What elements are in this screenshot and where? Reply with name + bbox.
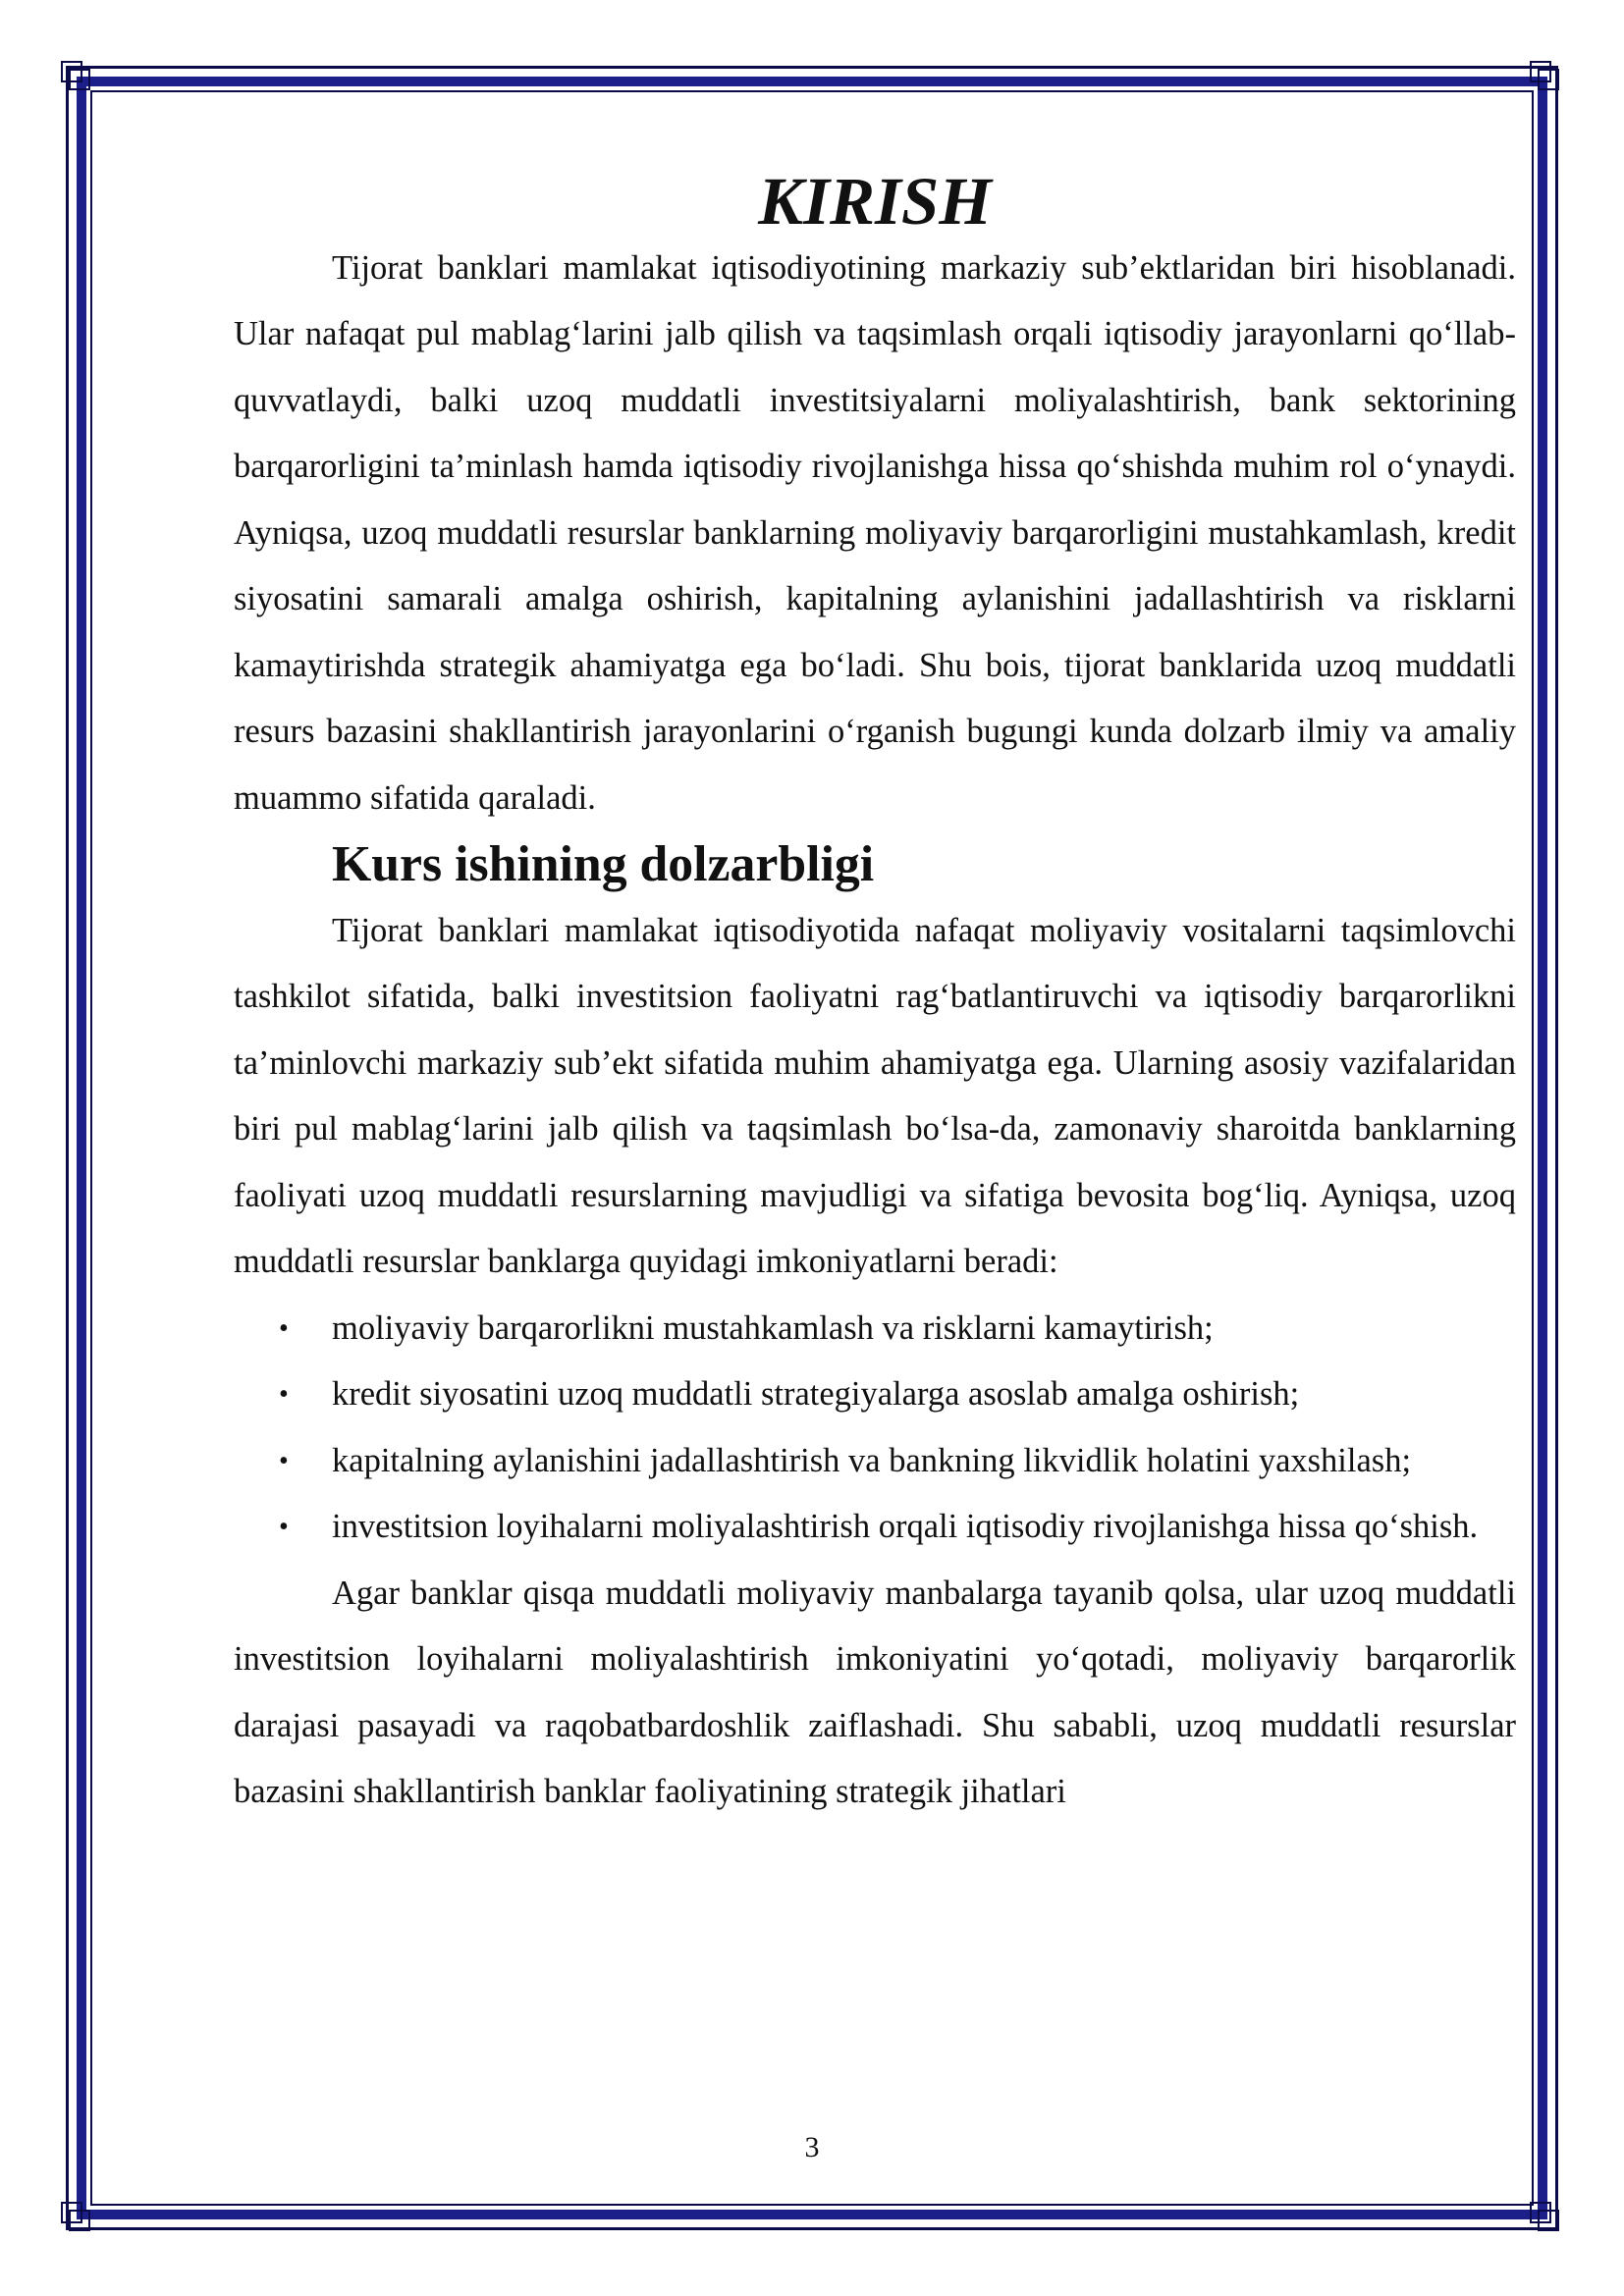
list-item-text: kapitalning aylanishini jadallashtirish va bankning likvidlik holatini yaxshilash; xyxy=(332,1441,1412,1479)
bullet-icon: • xyxy=(279,1445,289,1476)
list-item xyxy=(234,1494,1516,1561)
page-title: KIRISH xyxy=(758,164,992,239)
list-item xyxy=(234,1428,1516,1495)
list-item xyxy=(234,1296,1516,1362)
section-paragraph: Tijorat banklari mamlakat iqtisodiyotida nafaqat moliyaviy vositalarni taqsimlovchi tashkilot sifatida, balki investitsion faoliyatni rag‘batlantiruvchi va iqtisodiy barqarorlikni ta’minlovchi markaziy sub’ekt sifatida muhim ahamiyatga ega. Ularning asosiy vazifalaridan biri pul mablag‘larini jalb qilish va taqsimlash bo‘lsa-da, zamonaviy sharoitda banklarning faoliyati uzoq muddatli resurslarning mavjudligi va sifatiga bevosita bog‘liq. Ayniqsa, uzoq muddatli resurslar banklarga quyidagi imkoniyatlarni beradi: xyxy=(234,911,1516,1280)
border-corner-ornament-icon xyxy=(1530,2202,1563,2235)
document-body xyxy=(234,164,1516,1826)
bullet-icon: • xyxy=(279,1379,289,1410)
border-corner-ornament-icon xyxy=(61,61,94,94)
intro-paragraph: Tijorat banklari mamlakat iqtisodiyotining markaziy sub’ektlaridan biri hisoblanadi. Ular nafaqat pul mablag‘larini jalb qilish va taqsimlash orqali iqtisodiy jarayonlarni qo‘llab-quvvatlaydi, balki uzoq muddatli investitsiyalarni moliyalashtirish, bank sektorining barqarorligini ta’minlash hamda iqtisodiy rivojlanishga hissa qo‘shishda muhim rol o‘ynaydi. Ayniqsa, uzoq muddatli resurslar banklarning moliyaviy barqarorligini mustahkamlash, kredit siyosatini samarali amalga oshirish, kapitalning aylanishini jadallashtirish va risklarni kamaytirishda strategik ahamiyatga ega bo‘ladi. Shu bois, tijorat banklarida uzoq muddatli resurs bazasini shakllantirish jarayonlarini o‘rganish bugungi kunda dolzarb ilmiy va amaliy muammo sifatida qaraladi. xyxy=(234,248,1516,817)
bullet-list xyxy=(234,1296,1516,1561)
list-item-text: kredit siyosatini uzoq muddatli strategiyalarga asoslab amalga oshirish; xyxy=(332,1375,1300,1413)
bullet-icon: • xyxy=(279,1312,289,1344)
border-corner-ornament-icon xyxy=(61,2202,94,2235)
list-item xyxy=(234,1362,1516,1428)
list-item-text: investitsion loyihalarni moliyalashtirish orqali iqtisodiy rivojlanishga hissa qo‘shish. xyxy=(332,1508,1479,1545)
bullet-icon: • xyxy=(279,1512,289,1542)
closing-paragraph: Agar banklar qisqa muddatli moliyaviy manbalarga tayanib qolsa, ular uzoq muddatli investitsion loyihalarni moliyalashtirish imkoniyatini yo‘qotadi, moliyaviy barqarorlik darajasi pasayadi va raqobatbardoshlik zaiflashadi. Shu sababli, uzoq muddatli resurslar bazasini shakllantirish banklar faoliyatining strategik jihatlari xyxy=(234,1574,1516,1810)
list-item-text: moliyaviy barqarorlikni mustahkamlash va risklarni kamaytirish; xyxy=(332,1308,1214,1347)
page-number: 3 xyxy=(804,2131,820,2163)
border-corner-ornament-icon xyxy=(1530,61,1563,94)
section-heading: Kurs ishining dolzarbligi xyxy=(332,836,875,892)
